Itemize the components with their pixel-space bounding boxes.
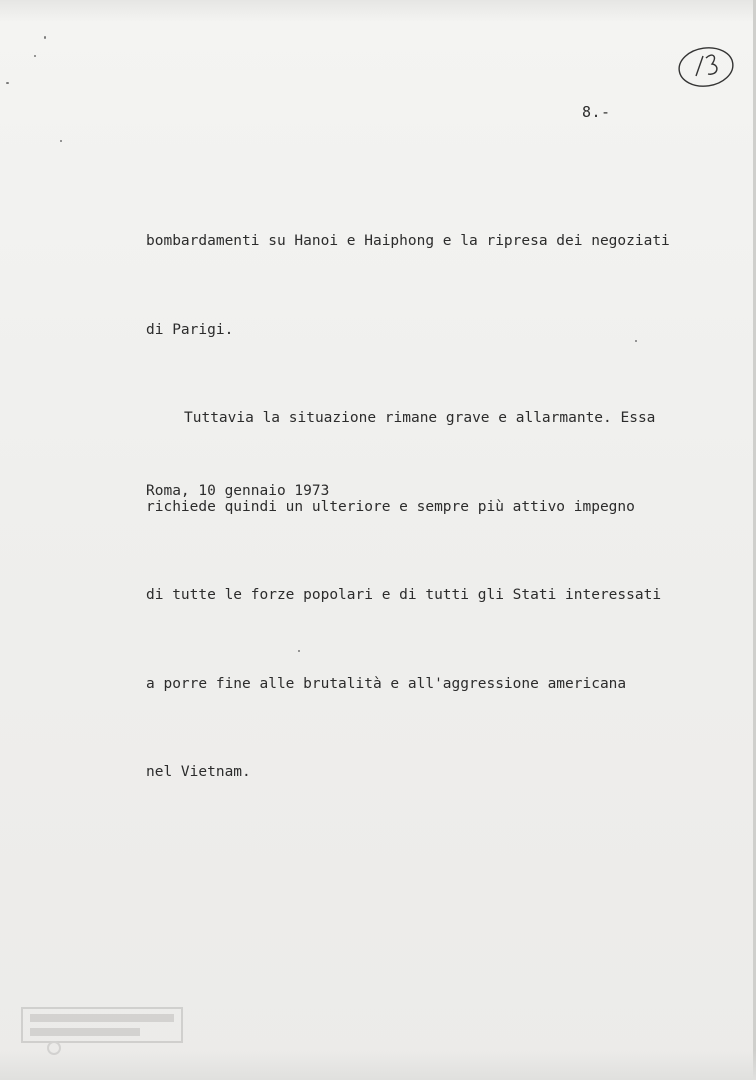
body-text (146, 168, 736, 847)
text-line: richiede quindi un ulteriore e sempre più attivo impegno (146, 498, 635, 515)
paper-speck (60, 140, 62, 142)
circled-folio-number (676, 44, 736, 90)
faded-archive-stamp (18, 1000, 188, 1056)
text-line: di Parigi. (146, 321, 234, 338)
handwritten-folio-stamp (676, 44, 736, 90)
paper-speck (6, 82, 9, 84)
text-line: di tutte le forze popolari e di tutti gli Stati interessati (146, 587, 662, 603)
paper-speck (44, 36, 46, 39)
text-line: nel Vietnam. (146, 764, 251, 780)
page-top-edge (0, 0, 756, 22)
paper-speck (635, 340, 637, 342)
text-line: Tuttavia la situazione rimane grave e allarmante. Essa (184, 410, 656, 426)
page-number: 8.- (582, 103, 611, 121)
place-date: Roma, 10 gennaio 1973 (146, 483, 330, 499)
text-line: bombardamenti su Hanoi e Haiphong e la ripresa dei negoziati (146, 233, 670, 249)
paper-speck (298, 650, 300, 652)
paper-speck (34, 55, 36, 57)
archive-stamp-mark (18, 1000, 188, 1056)
text-line: a porre fine alle brutalità e all'aggressione americana (146, 675, 627, 692)
